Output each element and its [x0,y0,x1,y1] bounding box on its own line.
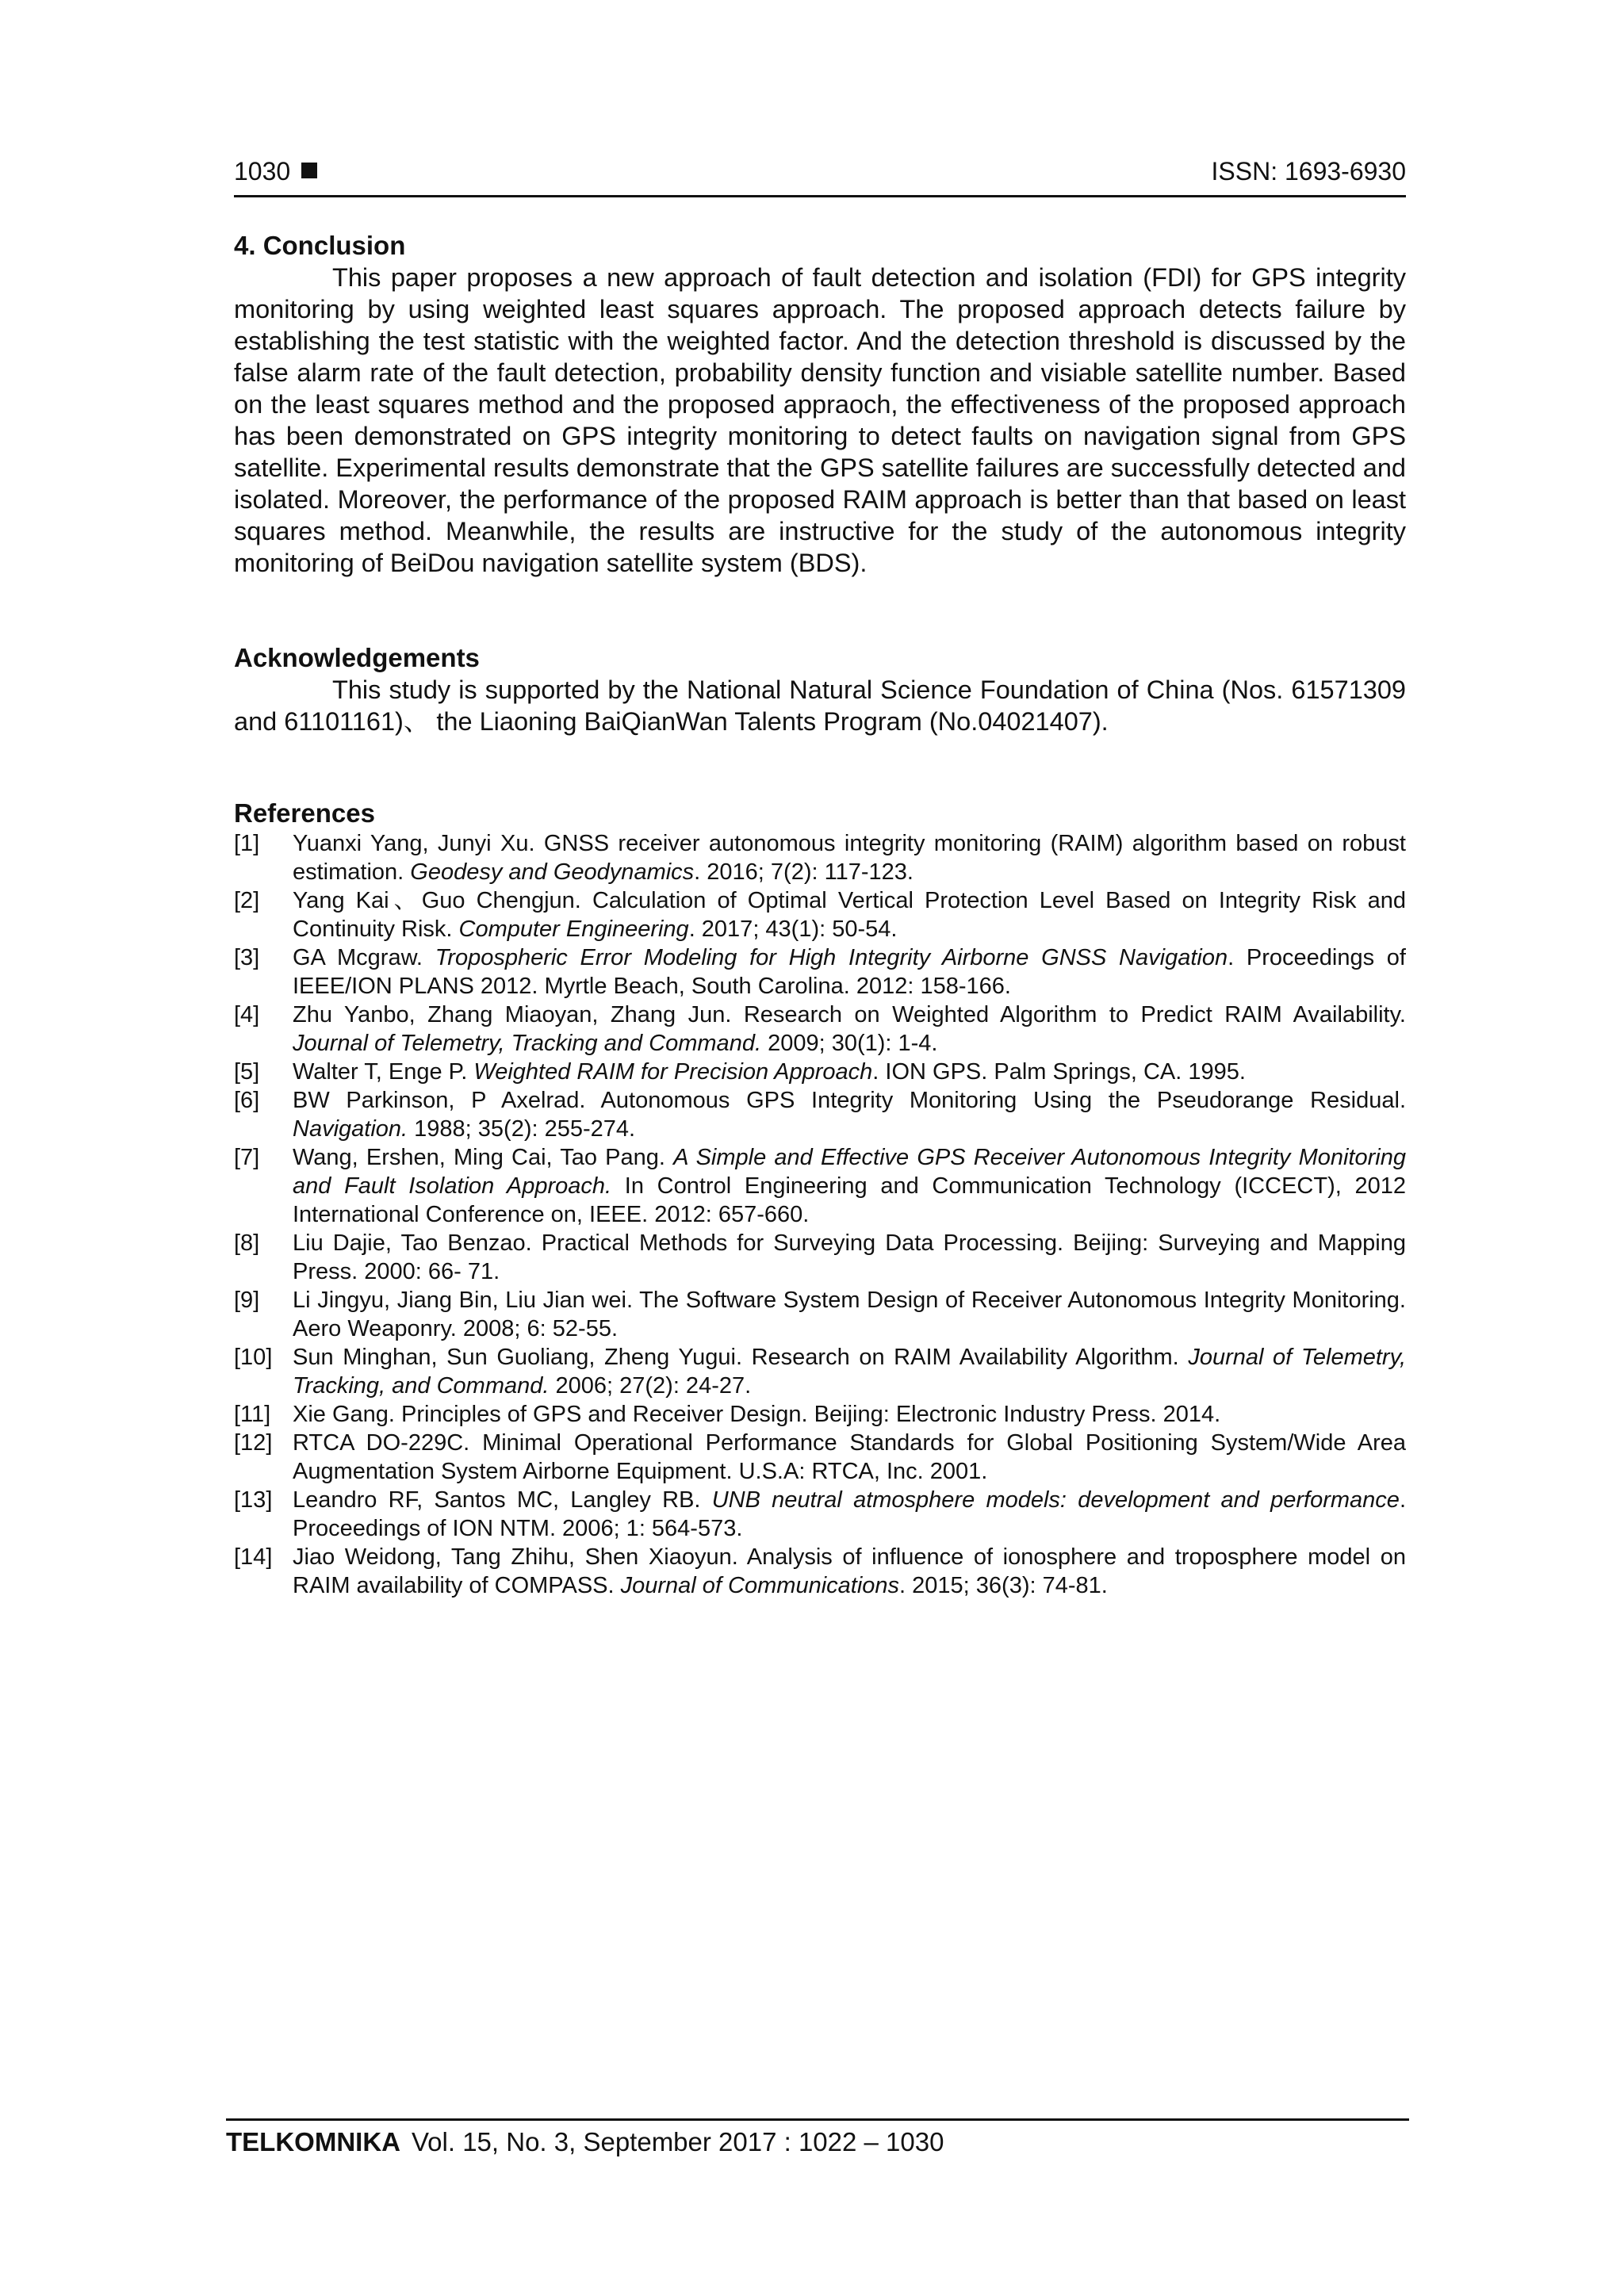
reference-number: [1] [234,831,260,856]
reference-italic-title: Computer Engineering [458,916,689,942]
reference-number: [4] [234,1002,260,1027]
reference-list [234,829,1406,1600]
reference-text-tail: In Control Engineering and Communication Technology (ICCECT), 2012 International Conference on, IEEE. 2012: 657-660. [293,1173,1406,1227]
acknowledgements-section [234,642,1406,737]
reference-text: Li Jingyu, Jiang Bin, Liu Jian wei. The Software System Design of Receiver Autonomous Integrity Monitoring. Aero Weaponry. 2008; 6: 52-55. [293,1288,1406,1341]
reference-text: Wang, Ershen, Ming Cai, Tao Pang. [293,1145,674,1170]
reference-item [234,1229,1406,1286]
conclusion-text: This paper proposes a new approach of fault detection and isolation (FDI) for GPS integrity monitoring by using weighted least squares approach. The proposed approach detects failure by establishing the test statistic with the weighted factor. And the detection threshold is discussed by the false alarm rate of the fault detection, probability density function and visiable satellite number. Based on the least squares method and the proposed appraoch, the effectiveness of the proposed approach has been demonstrated on GPS integrity monitoring to detect faults on navigation signal from GPS satellite. Experimental results demonstrate that the GPS satellite failures are successfully detected and isolated. Moreover, the performance of the proposed RAIM approach is better than that based on least squares method. Meanwhile, the results are instructive for the study of the autonomous integrity monitoring of BeiDou navigation satellite system (BDS). [234,263,1406,577]
reference-text-tail: . 2017; 43(1): 50-54. [688,916,898,942]
issn: ISSN: 1693-6930 [1211,157,1406,186]
reference-text: Yuanxi Yang, Junyi Xu. GNSS receiver autonomous integrity monitoring (RAIM) algorithm based on robust estimation. [293,831,1406,885]
reference-number: [6] [234,1088,260,1113]
reference-text: Sun Minghan, Sun Guoliang, Zheng Yugui. Research on RAIM Availability Algorithm. [293,1345,1189,1370]
reference-text: Leandro RF, Santos MC, Langley RB. [293,1487,712,1513]
reference-text: RTCA DO-229C. Minimal Operational Performance Standards for Global Positioning System/Wide Area Augmentation System Airborne Equipment. U.S.A: RTCA, Inc. 2001. [293,1430,1406,1484]
reference-number: [9] [234,1288,260,1313]
reference-text: Xie Gang. Principles of GPS and Receiver Design. Beijing: Electronic Industry Press. 2014. [293,1402,1221,1427]
reference-item [234,1400,1406,1429]
reference-item [234,1001,1406,1058]
reference-italic-title: Journal of Telemetry, Tracking, and Command. [293,1345,1406,1399]
reference-number: [13] [234,1487,273,1513]
reference-text-tail: . 2015; 36(3): 74-81. [899,1573,1108,1598]
page-number: 1030 [234,157,291,186]
reference-text: GA Mcgraw. [293,945,435,970]
reference-number: [2] [234,888,260,913]
reference-text-tail: 1988; 35(2): 255-274. [408,1116,636,1142]
square-bullet-icon [301,163,317,178]
reference-item [234,943,1406,1001]
reference-text: Walter T, Enge P. [293,1059,474,1085]
reference-item [234,1429,1406,1486]
page-footer [226,2118,1409,2157]
journal-citation: Vol. 15, No. 3, September 2017 : 1022 – 1030 [411,2127,944,2156]
reference-number: [12] [234,1430,273,1456]
reference-text-tail: . Proceedings of ION NTM. 2006; 1: 564-573. [293,1487,1406,1541]
reference-item [234,1143,1406,1229]
reference-number: [3] [234,945,260,970]
reference-italic-title: A Simple and Effective GPS Receiver Autonomous Integrity Monitoring and Fault Isolation Approach. [293,1145,1406,1199]
conclusion-section [234,230,1406,579]
reference-item [234,1543,1406,1600]
reference-number: [5] [234,1059,260,1085]
reference-text-tail: 2009; 30(1): 1-4. [761,1031,938,1056]
reference-text: Jiao Weidong, Tang Zhihu, Shen Xiaoyun. Analysis of influence of ionosphere and troposphere model on RAIM availability of COMPASS. [293,1544,1406,1598]
acknowledgements-heading: Acknowledgements [234,643,480,672]
reference-text-tail: 2006; 27(2): 24-27. [549,1373,752,1399]
reference-number: [14] [234,1544,273,1570]
reference-text-tail: . 2016; 7(2): 117-123. [694,859,914,885]
journal-name: TELKOMNIKA [226,2127,400,2156]
reference-number: [7] [234,1145,260,1170]
reference-item [234,829,1406,886]
reference-text-tail: . ION GPS. Palm Springs, CA. 1995. [872,1059,1246,1085]
reference-text-tail: . Proceedings of IEEE/ION PLANS 2012. Myrtle Beach, South Carolina. 2012: 158-166. [293,945,1406,999]
reference-number: [11] [234,1402,271,1427]
reference-text: Zhu Yanbo, Zhang Miaoyan, Zhang Jun. Research on Weighted Algorithm to Predict RAIM Availability. [293,1002,1406,1027]
page-content [234,230,1406,1600]
page-header [234,155,1406,197]
reference-text: Liu Dajie, Tao Benzao. Practical Methods for Surveying Data Processing. Beijing: Surveying and Mapping Press. 2000: 66- 71. [293,1230,1406,1284]
reference-item [234,1343,1406,1400]
reference-italic-title: Weighted RAIM for Precision Approach [473,1059,873,1085]
references-heading: References [234,798,375,828]
reference-item [234,1286,1406,1343]
reference-italic-title: UNB neutral atmosphere models: development and performance [711,1487,1400,1513]
conclusion-heading: 4. Conclusion [234,231,406,260]
reference-item [234,886,1406,943]
reference-italic-title: Geodesy and Geodynamics [410,859,695,885]
reference-text: BW Parkinson, P Axelrad. Autonomous GPS Integrity Monitoring Using the Pseudorange Residual. [293,1088,1406,1113]
header-left [234,157,317,186]
reference-italic-title: Navigation. [293,1116,408,1142]
reference-italic-title: Journal of Communications [620,1573,900,1598]
reference-italic-title: Journal of Telemetry, Tracking and Command. [293,1031,762,1056]
reference-item [234,1058,1406,1086]
reference-item [234,1486,1406,1543]
reference-text: Yang Kai、Guo Chengjun. Calculation of Optimal Vertical Protection Level Based on Integrity Risk and Continuity Risk. [293,888,1406,942]
reference-italic-title: Tropospheric Error Modeling for High Integrity Airborne GNSS Navigation [435,945,1228,970]
reference-number: [8] [234,1230,260,1256]
acknowledgements-text: This study is supported by the National Natural Science Foundation of China (Nos. 61571309 and 61101161)、 the Liaoning BaiQianWan Talents Program (No.04021407). [234,675,1406,736]
reference-number: [10] [234,1345,273,1370]
references-section [234,798,1406,1600]
reference-item [234,1086,1406,1143]
